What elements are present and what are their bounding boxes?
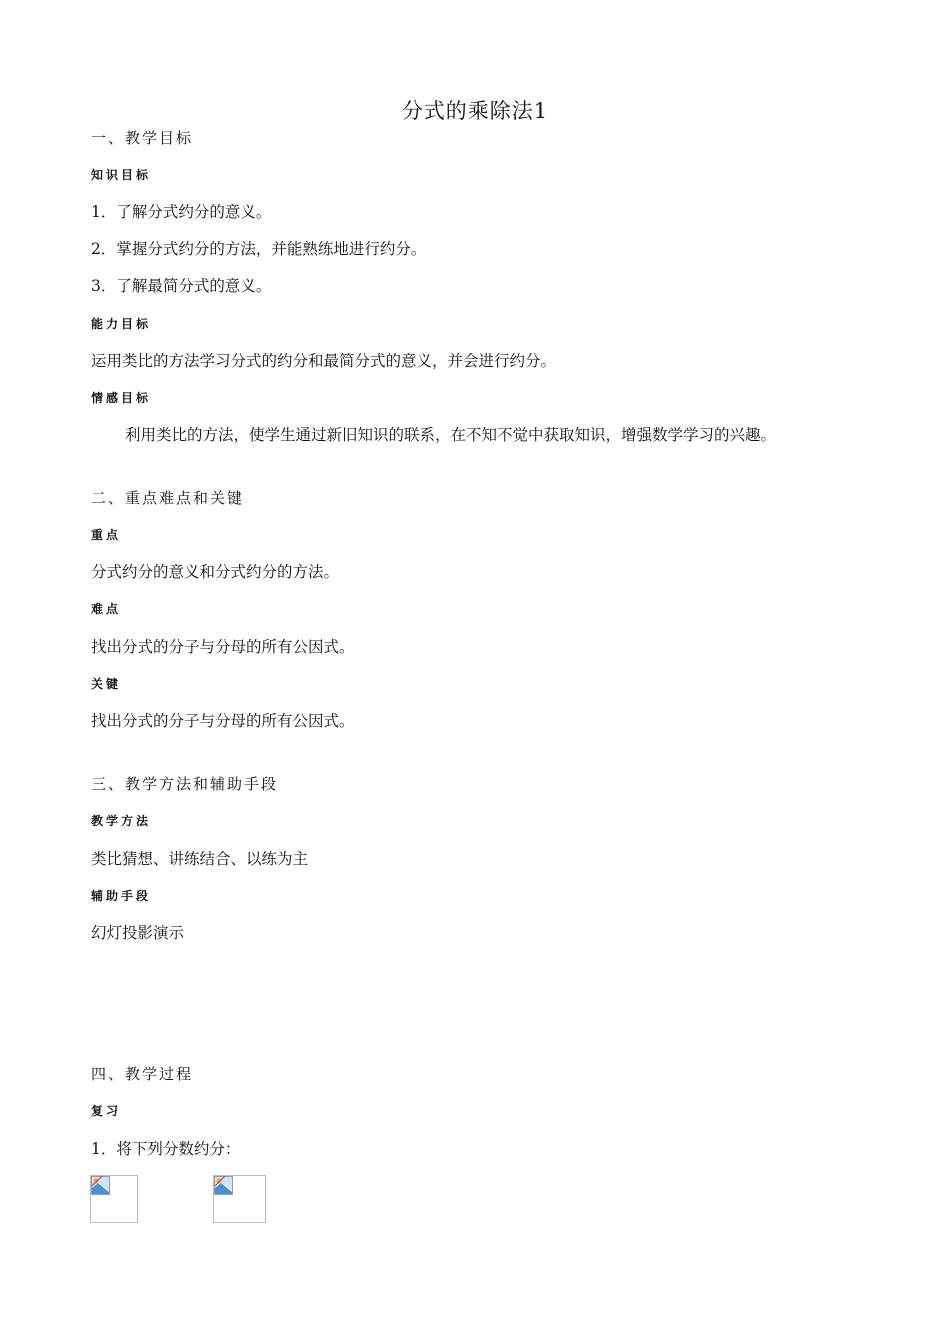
subheading-key-point: 重点 [91, 528, 122, 542]
subheading-teaching-method: 教学方法 [91, 814, 152, 828]
subheading-difficulty: 难点 [91, 602, 122, 616]
image-placeholder [90, 1175, 138, 1223]
key-point-text: 分式约分的意义和分式约分的方法。 [91, 563, 340, 581]
crux-text: 找出分式的分子与分母的所有公因式。 [91, 712, 355, 730]
broken-image-icon [214, 1176, 234, 1196]
teaching-method-text: 类比猜想、讲练结合、以练为主 [91, 850, 309, 868]
difficulty-text: 找出分式的分子与分母的所有公因式。 [91, 638, 355, 656]
section-heading-key-points: 二、重点难点和关键 [91, 489, 245, 507]
subheading-teaching-aids: 辅助手段 [91, 889, 152, 903]
knowledge-item-3: 3．了解最简分式的意义。 [91, 277, 272, 295]
ability-objective-text: 运用类比的方法学习分式的约分和最简分式的意义，并会进行约分。 [91, 352, 557, 370]
knowledge-item-2: 2．掌握分式约分的方法，并能熟练地进行约分。 [91, 240, 427, 258]
section-heading-teaching-objectives: 一、教学目标 [91, 129, 194, 147]
subheading-crux: 关键 [91, 677, 122, 691]
review-item-1: 1．将下列分数约分： [91, 1140, 241, 1158]
section-heading-teaching-process: 四、教学过程 [91, 1065, 194, 1083]
image-placeholder [213, 1175, 266, 1223]
knowledge-item-1: 1．了解分式约分的意义。 [91, 203, 272, 221]
broken-image-icon [91, 1176, 111, 1196]
teaching-aids-text: 幻灯投影演示 [91, 924, 185, 942]
subheading-review: 复习 [91, 1104, 122, 1118]
subheading-emotion-objectives: 情感目标 [91, 391, 152, 405]
subheading-knowledge-objectives: 知识目标 [91, 168, 152, 182]
section-heading-methods-aids: 三、教学方法和辅助手段 [91, 775, 279, 793]
subheading-ability-objectives: 能力目标 [91, 317, 152, 331]
page-title: 分式的乘除法1 [401, 99, 549, 123]
emotion-objective-text: 利用类比的方法，使学生通过新旧知识的联系，在不知不觉中获取知识，增强数学学习的兴趣。 [125, 426, 777, 444]
